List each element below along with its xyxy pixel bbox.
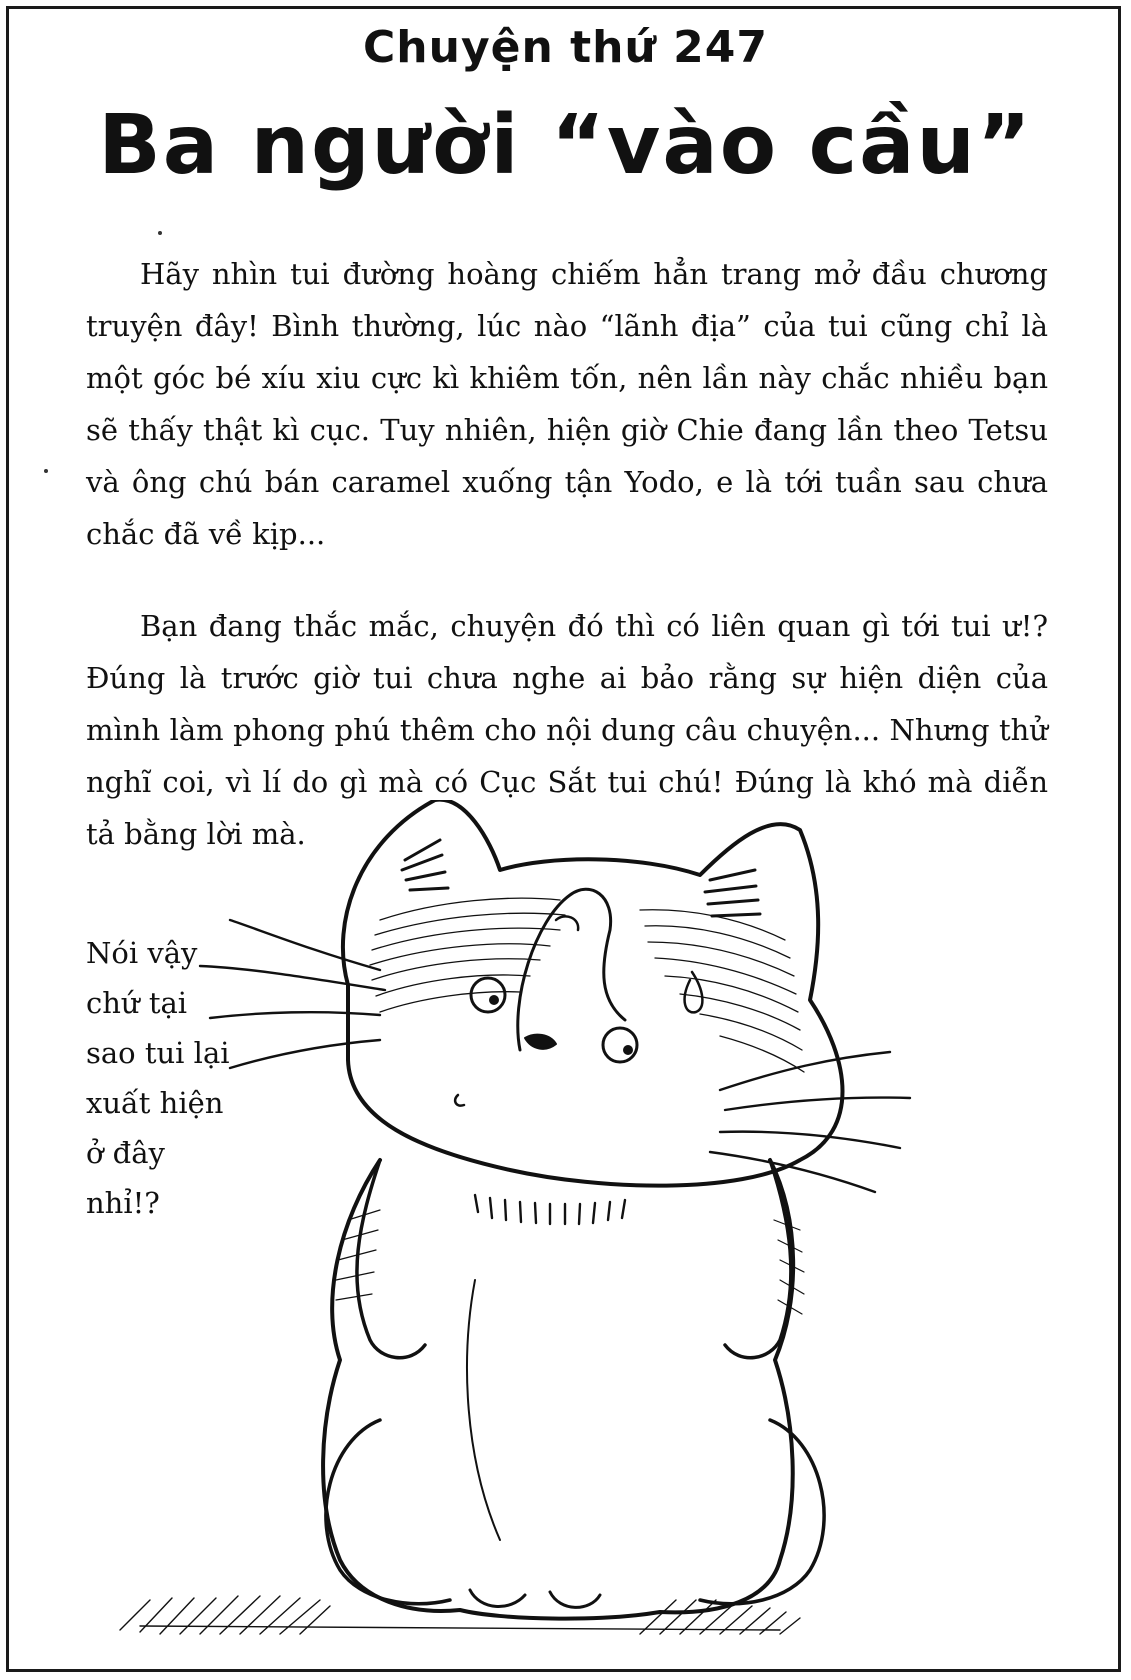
intro-paragraph-2: Bạn đang thắc mắc, chuyện đó thì có liên quan gì tới tui ư!? Đúng là trước giờ tui chưa nghe ai bảo rằng sự hiện diện của mình làm phong phú thêm cho nội dung câu chuyện... Nhưng thử nghĩ coi, vì lí do gì mà có Cục Sắt tui chú! Đúng là khó mà diễn tả bằng lời mà. [86,609,1048,851]
cat-feet [470,1590,600,1607]
whiskers [200,920,910,1192]
cat-right-leg [700,1420,824,1604]
ground-shadow [120,1596,800,1634]
cat-head [343,800,843,1186]
cat-left-leg [326,1420,450,1604]
chapter-title: Ba người “vào cầu” [98,98,1033,193]
cat-eyes [471,978,637,1062]
intro-paragraph-1: Hãy nhìn tui đường hoàng chiếm hẳn trang mở đầu chương truyện đây! Bình thường, lúc nào “lãnh địa” của tui cũng chỉ là một góc bé xíu xiu cực kì khiêm tốn, nên lần này chắc nhiều bạn sẽ thấy thật kì cục. Tuy nhiên, hiện giờ Chie đang lần theo Tetsu và ông chú bán caramel xuống tận Yodo, e là tới tuần sau chưa chắc đã về kịp... [86,257,1048,551]
neck-fur [475,1195,625,1224]
cat-body [323,1160,793,1619]
ink-speck [158,231,162,235]
fur-hatching [370,898,804,1072]
body-hatching [336,1210,804,1314]
cat-belly-line [467,1280,500,1540]
chapter-label: Chuyện thứ 247 [363,22,768,73]
cat-left-arm [357,1160,425,1358]
ear-marks [402,840,760,916]
ink-speck [44,469,48,473]
cat-nose [525,1035,556,1049]
cat-mouth [455,1095,464,1106]
cat-speech-text: Nói vậy chứ tại sao tui lại xuất hiện ở đây nhỉ!? [86,936,230,1220]
